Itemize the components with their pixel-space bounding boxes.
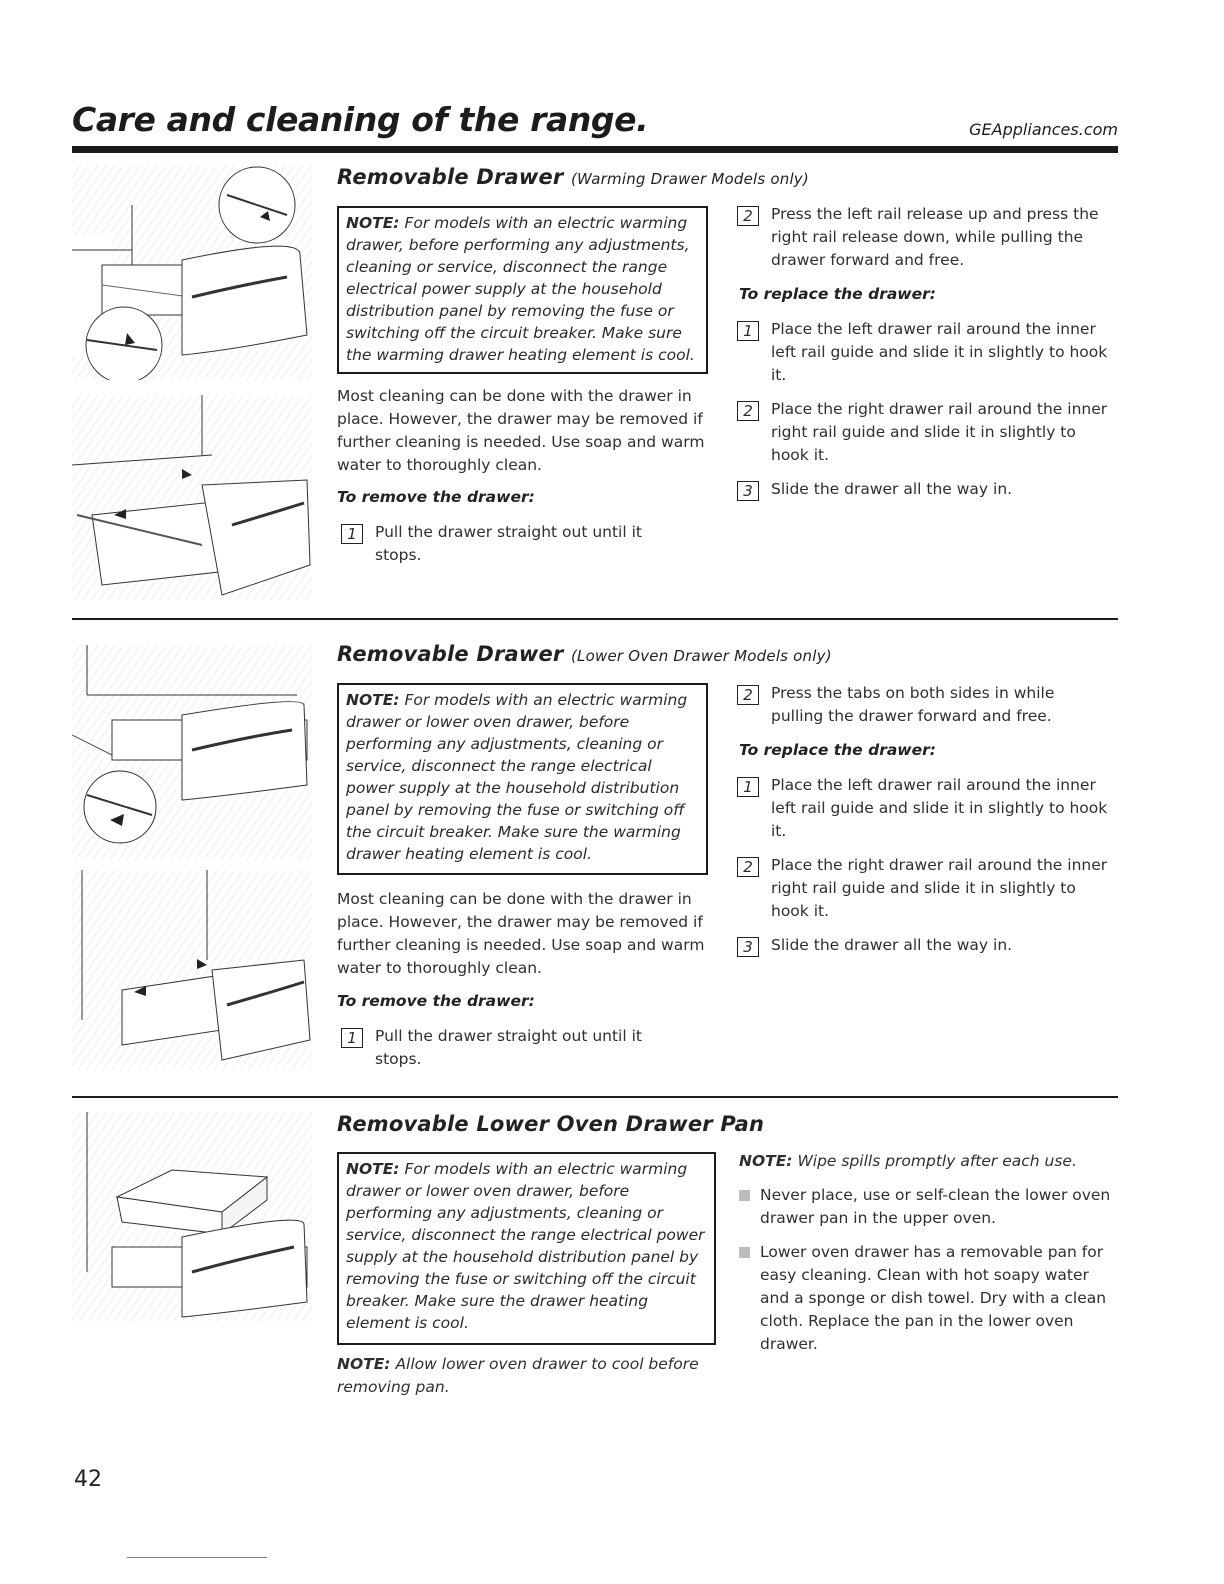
remove-heading-warming: To remove the drawer: xyxy=(337,488,535,506)
section-divider-1 xyxy=(72,618,1118,620)
note-box-warming: NOTE: For models with an electric warming drawer, before performing any adjustments, cleaning or service, disconnect the range electrical power supply at the household distribution panel by removing the fuse or switching off the circuit breaker. Make sure the warming drawer heating element is cool. xyxy=(337,206,708,374)
page-title: Care and cleaning of the range. xyxy=(72,100,649,139)
step-number: 3 xyxy=(737,481,759,501)
step-text: Press the tabs on both sides in while pulling the drawer forward and free. xyxy=(771,684,1055,725)
site-url: GEAppliances.com xyxy=(969,120,1118,139)
note-box-lower-oven: NOTE: For models with an electric warming drawer or lower oven drawer, before performing any adjustments, cleaning or service, disconnect the range electrical power supply at the household distribution panel by removing the fuse or switching off the circuit breaker. Make sure the warming drawer heating element is cool. xyxy=(337,683,708,875)
replace-step-3-lower-oven xyxy=(737,934,1117,957)
cool-before-removing-note: NOTE: Allow lower oven drawer to cool before removing pan. xyxy=(337,1355,699,1396)
step-text: Place the left drawer rail around the inner left rail guide and slide it in slightly to hook it. xyxy=(771,776,1108,840)
step-text: Place the right drawer rail around the inner right rail guide and slide it in slightly to hook it. xyxy=(771,400,1108,464)
section-divider-2 xyxy=(72,1096,1118,1098)
warming-drawer-figure-top xyxy=(72,165,312,380)
bullet-removable-pan: Lower oven drawer has a removable pan for easy cleaning. Clean with hot soapy water and a sponge or dish towel. Dry with a clean cloth. Replace the pan in the lower oven drawer. xyxy=(739,1241,1117,1356)
lower-drawer-figure-top xyxy=(72,645,312,860)
replace-step-2-lower-oven xyxy=(737,854,1117,923)
wipe-spills-note: NOTE: Wipe spills promptly after each use. xyxy=(739,1152,1077,1170)
step-number: 2 xyxy=(737,857,759,877)
step-text: Slide the drawer all the way in. xyxy=(771,936,1013,954)
remove-step-1-lower-oven xyxy=(341,1025,651,1071)
step-number: 1 xyxy=(341,524,363,544)
step-number: 3 xyxy=(737,937,759,957)
body-text-lower-oven: Most cleaning can be done with the drawer in place. However, the drawer may be removed if further cleaning is needed. Use soap and warm water to thoroughly clean. xyxy=(337,890,705,977)
step-number: 2 xyxy=(737,685,759,705)
bullet-never-place: Never place, use or self-clean the lower oven drawer pan in the upper oven. xyxy=(739,1184,1117,1230)
replace-step-3-warming xyxy=(737,478,1117,501)
bullet-square-icon xyxy=(739,1190,750,1201)
step-number: 1 xyxy=(341,1028,363,1048)
footer-line xyxy=(127,1557,267,1558)
step-number: 1 xyxy=(737,777,759,797)
step-number: 2 xyxy=(737,206,759,226)
step-number: 2 xyxy=(737,401,759,421)
replace-step-2-warming xyxy=(737,398,1117,467)
warming-drawer-figure-bottom xyxy=(72,395,312,600)
header-rule xyxy=(72,146,1118,153)
step-text: Place the right drawer rail around the inner right rail guide and slide it in slightly to hook it. xyxy=(771,856,1108,920)
remove-step-1-warming xyxy=(341,521,651,567)
remove-step-2-lower-oven xyxy=(737,682,1117,728)
lower-drawer-figure-bottom xyxy=(72,870,312,1070)
step-text: Press the left rail release up and press the right rail release down, while pulling the drawer forward and free. xyxy=(771,205,1099,269)
section-title-warming: Removable Drawer (Warming Drawer Models only) xyxy=(337,165,809,189)
bullet-square-icon xyxy=(739,1247,750,1258)
step-text: Place the left drawer rail around the inner left rail guide and slide it in slightly to hook it. xyxy=(771,320,1108,384)
note-box-drawer-pan: NOTE: For models with an electric warming drawer or lower oven drawer, before performing any adjustments, cleaning or service, disconnect the range electrical power supply at the household distribution panel by removing the fuse or switching off the circuit breaker. Make sure the drawer heating element is cool. xyxy=(337,1152,716,1345)
step-text: Slide the drawer all the way in. xyxy=(771,480,1013,498)
replace-heading-warming: To replace the drawer: xyxy=(739,285,936,303)
step-text: Pull the drawer straight out until it stops. xyxy=(375,1027,642,1068)
drawer-pan-figure xyxy=(72,1112,312,1322)
section-title-drawer-pan: Removable Lower Oven Drawer Pan xyxy=(337,1112,765,1136)
step-number: 1 xyxy=(737,321,759,341)
replace-step-1-warming xyxy=(737,318,1117,387)
remove-heading-lower-oven: To remove the drawer: xyxy=(337,992,535,1010)
replace-heading-lower-oven: To replace the drawer: xyxy=(739,741,936,759)
section-title-lower-oven: Removable Drawer (Lower Oven Drawer Models only) xyxy=(337,642,832,666)
replace-step-1-lower-oven xyxy=(737,774,1117,843)
step-text: Pull the drawer straight out until it stops. xyxy=(375,523,642,564)
body-text-warming: Most cleaning can be done with the drawer in place. However, the drawer may be removed if further cleaning is needed. Use soap and warm water to thoroughly clean. xyxy=(337,387,705,474)
remove-step-2-warming xyxy=(737,203,1117,272)
page-number: 42 xyxy=(74,1467,102,1492)
